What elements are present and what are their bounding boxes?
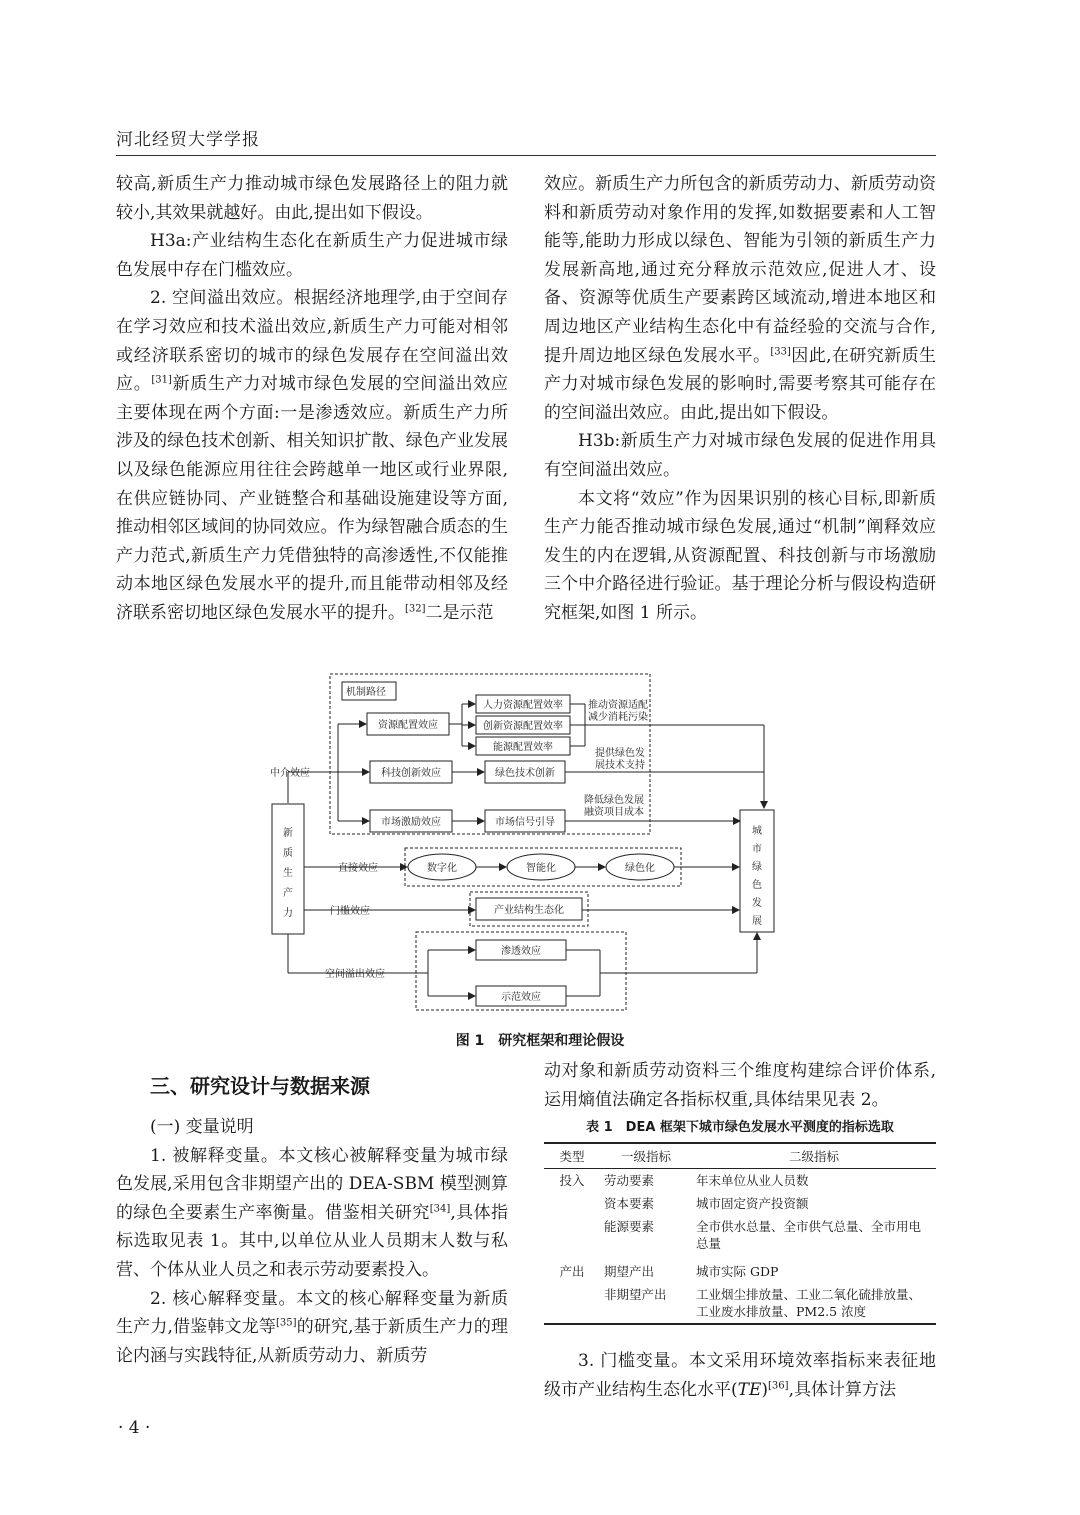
text: 二是示范 [425,602,494,623]
table-cell: 投入 [559,1173,585,1188]
note2a: 提供绿色发 [595,748,645,759]
table-cell: 全市供水总量、全市供气总量、全市用电总量 [696,1219,922,1251]
text: 新质生产力对城市绿色发展的空间溢出效应主要体现在两个方面:一是渗透效应。新质生产力所涉及的绿色技术创新、相关知识扩散、绿色产业发展以及绿色能源应用往往会跨越单一地区或行业界限,在供应链协同、产业链整合和基础设施建设等方面,推动相邻区域间的协同效应。作为绿智融合质态的生产力范式,新质生产力凭借独特的高渗透性,不仅能推动本地区绿色发展水平的提升,而且能带动相邻及经济联系密切地区绿色发展水平的提升。 [116,374,509,623]
city-char: 展 [752,916,762,927]
text: 较高,新质生产力推动城市绿色发展路径上的阻力就较小,其效果就越好。由此,提出如下假设。 [116,174,508,223]
right-column-bottom [544,1347,936,1404]
table-row [544,1255,936,1283]
direct-label: 直接效应 [338,863,378,874]
city-char: 色 [752,880,762,891]
text: 效应。新质生产力所包含的新质劳动力、新质劳动资料和新质劳动对象作用的发挥,如数据要素和人工智能等,能助力形成以绿色、智能为引领的新质生产力发展新高地,通过充分释放示范效应,促进人才、设备、资源等优质生产要素跨区域流动,增进本地区和周边地区产业结构生态化中有益经验的交流与合作,提升周边地区绿色发展水平。 [544,174,936,366]
citation: [31] [151,374,172,386]
paragraph [116,1142,508,1285]
subsection-title: (一) 变量说明 [150,1117,254,1137]
figure-caption: 图 1 研究框架和理论假设 [455,1033,625,1049]
citation: [33] [770,345,791,357]
signal-label: 市场信号引导 [495,817,555,828]
paragraph [544,1347,936,1404]
citation: [32] [405,603,426,615]
green-tech-label: 绿色技术创新 [495,768,555,779]
note3b: 融资项目成本 [584,807,644,818]
green-label: 绿色化 [625,863,655,874]
nqp-char: 质 [283,848,293,859]
note2b: 展技术支持 [595,760,645,771]
table-cell [544,1215,600,1255]
table-cell: 劳动要素 [604,1173,655,1188]
hypothesis-h3a: H3a:产业结构生态化在新质生产力促进城市绿色发展中存在门槛效应。 [116,231,508,280]
note1b: 减少消耗污染 [588,712,648,723]
table-row [544,1192,936,1215]
energy-label: 能源配置效率 [493,742,553,753]
table-cell: 产出 [559,1264,585,1279]
paragraph [544,170,936,427]
table-cell [544,1192,600,1215]
table-cell: 能源要素 [604,1219,655,1234]
hypothesis-h3b: H3b:新质生产力对城市绿色发展的促进作用具有空间溢出效应。 [544,431,936,480]
text: ,具体计算方法 [788,1379,896,1400]
figure-research-framework [230,670,850,1015]
table-header-row [544,1143,936,1169]
smart-label: 智能化 [526,863,556,874]
table-caption: 表 1 DEA 框架下城市绿色发展水平测度的指标选取 [586,1120,894,1135]
text: ) [761,1379,769,1400]
right-column [544,170,936,628]
nqp-char: 产 [283,888,293,899]
paragraph [116,1285,508,1371]
indicator-table [544,1142,936,1325]
paragraph [116,284,508,627]
note3a: 降低绿色发展 [584,795,644,806]
city-char: 城 [752,826,762,837]
resource-label: 资源配置效应 [378,720,438,731]
spatial-label: 空间溢出效应 [325,969,385,980]
left-column-lower [116,1113,508,1370]
table-row [544,1283,936,1324]
table-header: 类型 [544,1143,600,1169]
right-column-lower [544,1057,936,1114]
innov-label: 创新资源配置效率 [483,721,563,732]
paragraph: 动对象和新质劳动资料三个维度构建综合评价体系,运用熵值法确定各指标权重,具体结果见表 2。 [544,1061,936,1110]
text: 的研究,基于新质生产力的理论内涵与实践特征,从新质劳动力、新质劳 [116,1317,509,1366]
text: 因此,在研究新质生产力对城市绿色发展的影响时,需要考察其可能存在的空间溢出效应。由此,提出如下假设。 [544,345,937,423]
table-cell: 城市实际 GDP [696,1264,779,1279]
table-cell: 期望产出 [604,1264,655,1279]
digital-label: 数字化 [427,863,457,874]
page-number: · 4 · [118,1418,151,1438]
mediation-label: 中介效应 [270,768,310,779]
nqp-char: 力 [283,908,293,919]
penetration-label: 渗透效应 [501,946,541,957]
nqp-char: 生 [283,868,293,879]
tech-label: 科技创新效应 [381,768,441,779]
table-cell: 资本要素 [604,1196,655,1211]
text: 1. 被解释变量。本文核心被解释变量为城市绿色发展,采用包含非期望产出的 DEA-SBM 模型测算的绿色全要素生产率衡量。借鉴相关研究 [116,1145,508,1223]
citation: [35] [276,1317,297,1329]
table-cell: 非期望产出 [600,1283,692,1324]
header-rule [116,155,936,156]
table-header: 二级指标 [692,1143,936,1169]
nqp-char: 新 [283,828,293,839]
table-cell: 年末单位从业人员数 [696,1173,809,1188]
table-row [544,1215,936,1255]
variable-te: TE [737,1379,762,1400]
text: 3. 门槛变量。本文采用环境效率指标来表征地级市产业结构生态化水平( [544,1351,936,1400]
city-char: 绿 [752,862,762,873]
text: 2. 核心解释变量。本文的核心解释变量为新质生产力,借鉴韩文龙等 [116,1288,508,1338]
paragraph [116,170,508,227]
ind-eco-label: 产业结构生态化 [494,905,564,916]
city-char: 发 [752,898,762,909]
threshold-label: 门槛效应 [330,906,370,917]
text: 2. 空间溢出效应。根据经济地理学,由于空间存在学习效应和技术溢出效应,新质生产力可能对相邻或经济联系密切的城市的绿色发展存在空间溢出效应。 [116,288,508,395]
table-cell: 城市固定资产投资额 [696,1196,809,1211]
table-cell [544,1283,600,1324]
mech-label: 机制路径 [346,687,386,698]
text: ,具体指标选取见表 1。其中,以单位从业人员期末人数与私营、个体从业人员之和表示劳动要素投入。 [116,1202,509,1280]
note1a: 推动资源适配 [588,700,648,711]
citation: [34] [429,1203,451,1215]
paragraph: 本文将“效应”作为因果识别的核心目标,即新质生产力能否推动城市绿色发展,通过“机制”阐释效应发生的内在逻辑,从资源配置、科技创新与市场激励三个中介路径进行验证。基于理论分析与假设构造研究框架,如图 1 所示。 [544,488,936,623]
left-column [116,170,508,628]
table-cell: 工业烟尘排放量、工业二氧化硫排放量、工业废水排放量、PM2.5 浓度 [692,1283,936,1324]
framework-diagram [230,670,850,1015]
citation: [36] [768,1379,789,1391]
table-header: 一级指标 [600,1143,692,1169]
hr-label: 人力资源配置效率 [483,700,563,711]
city-char: 市 [752,844,762,855]
market-label: 市场激励效应 [381,817,441,828]
table-row [544,1169,936,1193]
demo-label: 示范效应 [501,992,541,1003]
section-title: 三、研究设计与数据来源 [150,1074,370,1098]
journal-header: 河北经贸大学学报 [116,130,260,150]
